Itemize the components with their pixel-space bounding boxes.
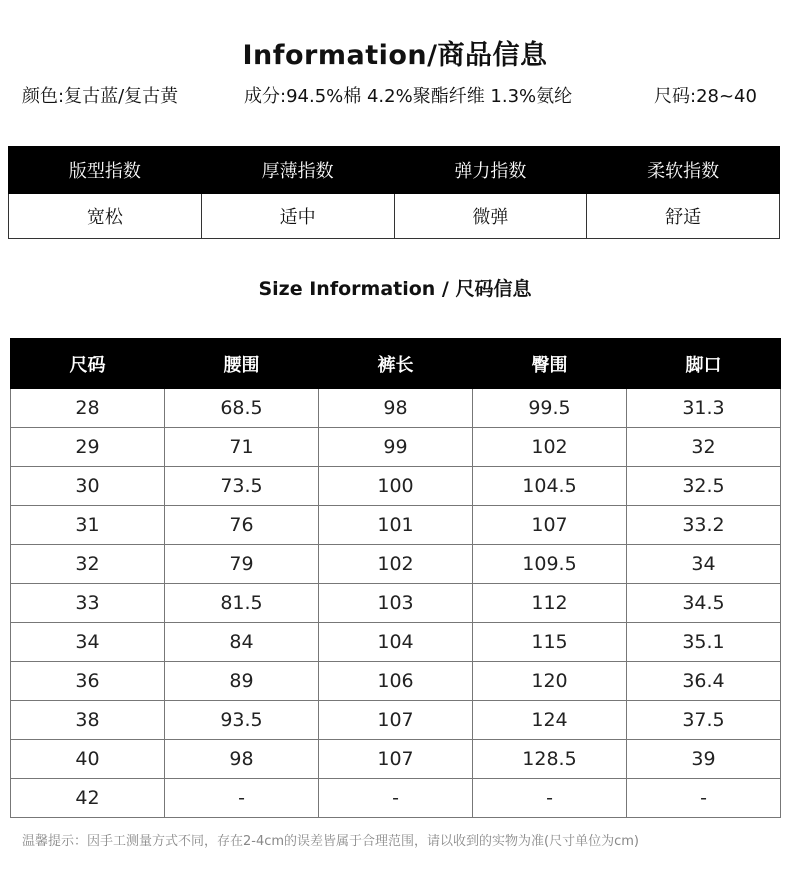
table-cell: 40 (11, 740, 165, 779)
size-header-cell: 腰围 (165, 339, 319, 389)
composition-info: 成分:94.5%棉 4.2%聚酯纤维 1.3%氨纶 (244, 86, 573, 107)
table-row (11, 389, 781, 428)
table-cell: 99.5 (473, 389, 627, 428)
index-header-cell: 版型指数 (9, 147, 202, 194)
index-header-row (9, 147, 780, 194)
table-cell: 89 (165, 662, 319, 701)
index-value-cell: 舒适 (587, 194, 780, 239)
table-cell: 84 (165, 623, 319, 662)
table-row (11, 701, 781, 740)
table-cell: 106 (319, 662, 473, 701)
table-cell: 98 (165, 740, 319, 779)
table-cell: 32.5 (627, 467, 781, 506)
color-info: 颜色:复古蓝/复古黄 (22, 86, 179, 107)
product-info-line (0, 82, 790, 108)
table-row (11, 779, 781, 818)
table-cell: - (627, 779, 781, 818)
table-cell: 36 (11, 662, 165, 701)
table-cell: 32 (11, 545, 165, 584)
table-cell: 103 (319, 584, 473, 623)
table-row (11, 584, 781, 623)
table-cell: 34.5 (627, 584, 781, 623)
table-cell: 102 (319, 545, 473, 584)
index-value-cell: 宽松 (9, 194, 202, 239)
index-header-cell: 弹力指数 (394, 147, 587, 194)
table-cell: 32 (627, 428, 781, 467)
table-cell: 76 (165, 506, 319, 545)
table-cell: 39 (627, 740, 781, 779)
index-value-row (9, 194, 780, 239)
table-cell: 107 (319, 701, 473, 740)
table-cell: 71 (165, 428, 319, 467)
table-row (11, 740, 781, 779)
table-cell: 31 (11, 506, 165, 545)
table-cell: 93.5 (165, 701, 319, 740)
index-header-cell: 厚薄指数 (201, 147, 394, 194)
table-cell: 124 (473, 701, 627, 740)
table-cell: 107 (319, 740, 473, 779)
table-cell: 34 (627, 545, 781, 584)
table-cell: 42 (11, 779, 165, 818)
table-cell: 34 (11, 623, 165, 662)
table-cell: 73.5 (165, 467, 319, 506)
table-cell: 31.3 (627, 389, 781, 428)
table-cell: 120 (473, 662, 627, 701)
table-cell: - (473, 779, 627, 818)
table-cell: 99 (319, 428, 473, 467)
size-section-title: Size Information / 尺码信息 (258, 278, 532, 300)
size-header-cell: 臀围 (473, 339, 627, 389)
size-range-info: 尺码:28~40 (654, 86, 757, 107)
fit-index-table (8, 146, 780, 239)
table-cell: 107 (473, 506, 627, 545)
table-cell: 36.4 (627, 662, 781, 701)
index-value-cell: 微弹 (394, 194, 587, 239)
table-row (11, 623, 781, 662)
table-cell: 98 (319, 389, 473, 428)
index-header-cell: 柔软指数 (587, 147, 780, 194)
table-cell: 115 (473, 623, 627, 662)
table-cell: 30 (11, 467, 165, 506)
table-cell: 33 (11, 584, 165, 623)
table-row (11, 545, 781, 584)
size-header-cell: 尺码 (11, 339, 165, 389)
table-cell: 104 (319, 623, 473, 662)
size-table (10, 338, 781, 818)
size-header-row (11, 339, 781, 389)
table-cell: 35.1 (627, 623, 781, 662)
table-cell: 112 (473, 584, 627, 623)
table-cell: 28 (11, 389, 165, 428)
table-cell: 102 (473, 428, 627, 467)
table-cell: - (319, 779, 473, 818)
table-cell: 109.5 (473, 545, 627, 584)
table-cell: 33.2 (627, 506, 781, 545)
size-header-cell: 裤长 (319, 339, 473, 389)
table-cell: 38 (11, 701, 165, 740)
size-header-cell: 脚口 (627, 339, 781, 389)
table-cell: 37.5 (627, 701, 781, 740)
page-title: Information/商品信息 (242, 40, 548, 71)
table-cell: 29 (11, 428, 165, 467)
table-cell: 68.5 (165, 389, 319, 428)
table-row (11, 467, 781, 506)
index-value-cell: 适中 (201, 194, 394, 239)
measurement-note: 温馨提示：因手工测量方式不同，存在2-4cm的误差皆属于合理范围，请以收到的实物为准(尺寸单位为cm) (22, 834, 639, 849)
table-cell: 128.5 (473, 740, 627, 779)
table-cell: 100 (319, 467, 473, 506)
table-cell: 101 (319, 506, 473, 545)
table-row (11, 506, 781, 545)
table-row (11, 428, 781, 467)
size-table-body (11, 389, 781, 818)
table-row (11, 662, 781, 701)
table-cell: - (165, 779, 319, 818)
table-cell: 81.5 (165, 584, 319, 623)
table-cell: 79 (165, 545, 319, 584)
table-cell: 104.5 (473, 467, 627, 506)
